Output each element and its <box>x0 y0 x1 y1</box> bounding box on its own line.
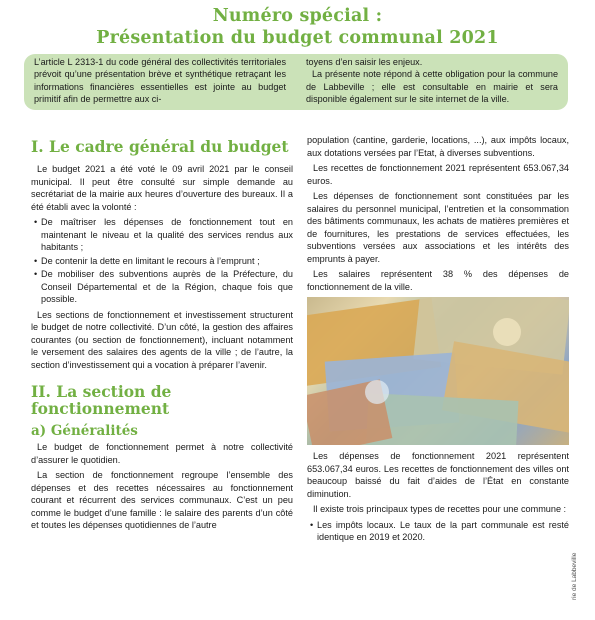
intro-right-text-1: toyens d’en saisir les enjeux. <box>306 57 423 67</box>
right-paragraph-4: Les salaires représentent 38 % des dépenses de fonctionnement de la ville. <box>307 269 569 292</box>
intro-left-text: L’article L 2313-1 du code général des collectivités territoriales prévoit qu’une présentation brève et synthétique retraçant les informations financières essentielles est jointe au budget primitif afin de permettre aux ci- <box>34 57 286 105</box>
section-1-bullet-list <box>31 216 293 306</box>
page-title-line-1: Numéro spécial : <box>212 6 383 26</box>
page-title-line-2: Présentation du budget communal 2021 <box>96 28 499 48</box>
section-2-heading: II. La section de fonctionnement <box>31 382 172 418</box>
list-item: • Les impôts locaux. Le taux de la part communale est resté identique en 2019 et 2020. <box>307 519 569 544</box>
right-paragraph-3: Les dépenses de fonctionnement sont constituées par les salaires du personnel municipal, l’entretien et la consommation des bâtiments communaux, les achats de matières premières et de fournitures, les prestations de services effectuées, les subventions versées aux associations et les intérêts des emprunts à payer. <box>307 191 569 264</box>
list-item: • De mobiliser des subventions auprès de la Préfecture, du Conseil Départemental et de la Région, chaque fois que possible. <box>31 268 293 306</box>
banknotes-illustration <box>307 297 569 445</box>
banknotes-photo <box>307 297 569 445</box>
section-1-paragraph-2: Les sections de fonctionnement et investissement structurent le budget de notre collectivité. D’un côté, la gestion des affaires courantes (ou section de fonctionnement), incluant notamment le versement des salaires des agents de la ville ; de l’autre, la section d’investissement qui a vocation à préparer l’avenir. <box>31 309 293 370</box>
section-2-paragraph-2: La section de fonctionnement regroupe l’ensemble des dépenses et des recettes nécessaires au fonctionnement courant et récurrent des services communaux. C’est un peu comme le budget d’une famille : le salaire des parents d’un côté et toutes les dépenses quotidiennes de l’autre <box>31 470 293 530</box>
list-item: • De contenir la dette en limitant le recours à l’emprunt ; <box>31 255 293 268</box>
right-column <box>307 134 569 620</box>
right-paragraph-5: Les dépenses de fonctionnement 2021 représentent 653.067,34 euros. Les recettes de fonctionnement des villes ont beaucoup baissé du fait d’aides de l’État en constante diminution. <box>307 451 569 499</box>
right-paragraph-2: Les recettes de fonctionnement 2021 représentent 653.067,34 euros. <box>307 163 569 186</box>
section-1-paragraph-1: Le budget 2021 a été voté le 09 avril 2021 par le conseil municipal. Il peut être consulté sur simple demande au secrétariat de la mairie aux heures d’ouverture des bureaux. Il a été établi avec la volonté : <box>31 164 293 212</box>
intro-right-column <box>306 56 558 110</box>
left-column <box>31 114 293 600</box>
intro-left-column <box>34 56 286 110</box>
photo-credit: rie de Labbeville <box>571 552 578 600</box>
right-paragraph-1: population (cantine, garderie, locations, ...), aux impôts locaux, aux dotations versées par l’Etat, à diverses subventions. <box>307 135 569 158</box>
intro-box <box>24 54 568 110</box>
section-1-heading: I. Le cadre général du budget <box>31 137 289 156</box>
recettes-bullet-list <box>307 519 569 544</box>
list-item: • De maîtriser les dépenses de fonctionnement tout en maintenant le niveau et la qualité des services rendus aux habitants ; <box>31 216 293 254</box>
right-paragraph-6: Il existe trois principaux types de recettes pour une commune : <box>313 504 567 514</box>
intro-right-text-2: La présente note répond à cette obligation pour la commune de Labbeville ; elle est consultable en mairie et sera disponible également sur le site internet de la ville. <box>306 69 558 105</box>
section-2-subheading: a) Généralités <box>31 423 138 439</box>
section-2-paragraph-1: Le budget de fonctionnement permet à notre collectivité d’assurer le quotidien. <box>31 442 293 465</box>
